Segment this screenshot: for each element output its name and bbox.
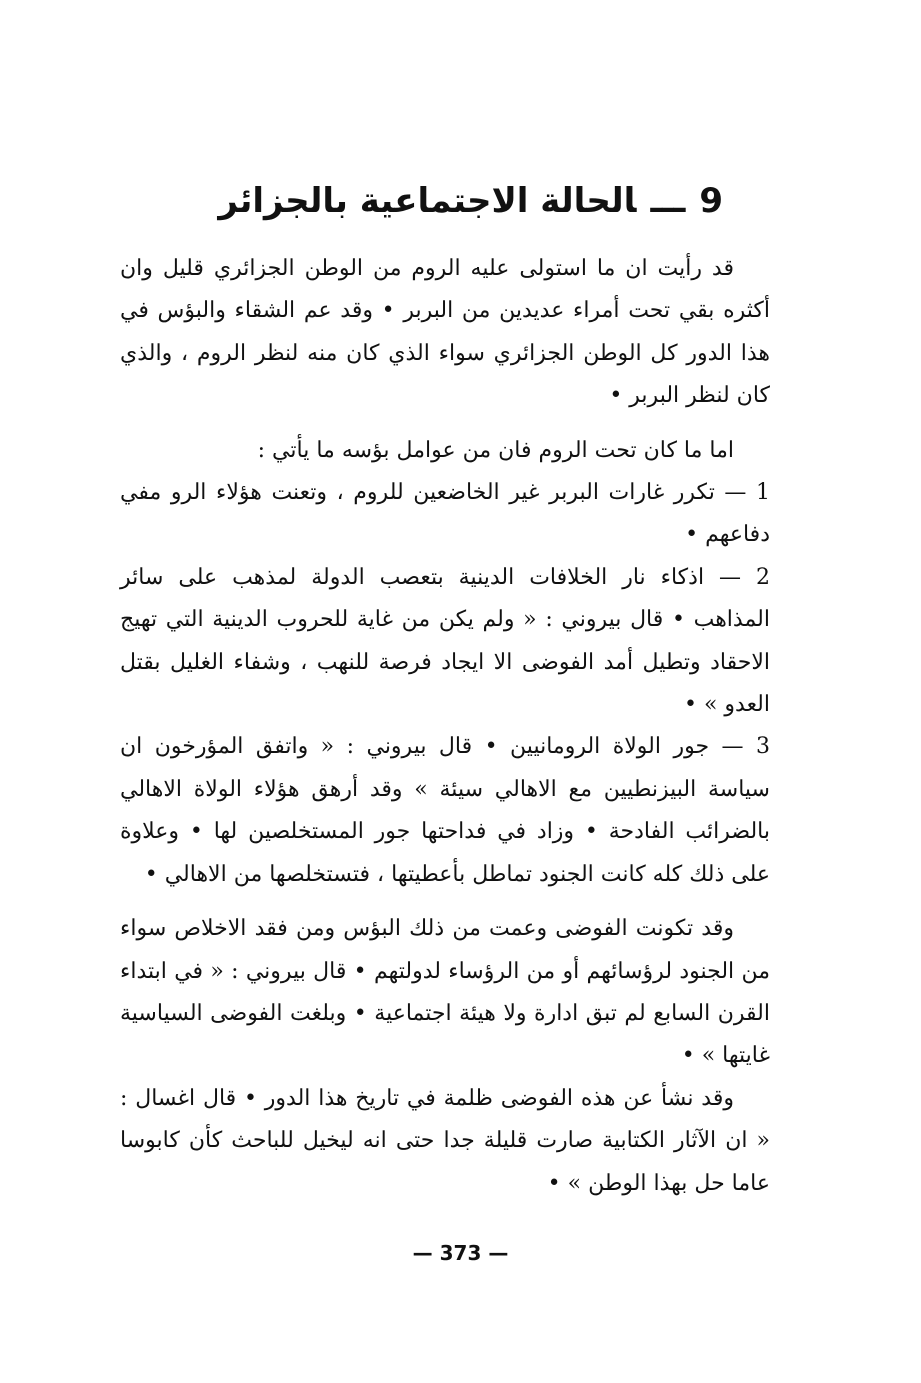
section-number: 9 xyxy=(699,181,723,221)
paragraph-cause-1: 1 — تكرر غارات البربر غير الخاضعين للروم ، وتعنت هؤلاء الرو مفي دفاعهم • xyxy=(120,480,770,548)
paragraph-darkness: وقد نشأ عن هذه الفوضى ظلمة في تاريخ هذا الدور • قال اغسال : « ان الآثار الكتابية صارت قليلة جدا حتى انه ليخيل للباحث كأن كابوسا عاما حل بهذا الوطن » • xyxy=(120,1085,770,1196)
paragraph-intro: قد رأيت ان ما استولى عليه الروم من الوطن الجزائري قليل وان أكثره بقي تحت أمراء عديدين من البربر • وقد عم الشقاء والبؤس في هذا الدور كل الوطن الجزائري سواء الذي كان منه لنظر الروم ، والذي كان لنظر البربر • xyxy=(120,256,770,409)
body-text xyxy=(120,248,770,1205)
paragraph-cause-3: 3 — جور الولاة الرومانيين • قال بيروني : « واتفق المؤرخون ان سياسة البيزنطيين مع الاهالي سيئة » وقد أرهق هؤلاء الولاة الاهالي بالضرائب الفادحة • وزاد في فداحتها جور المستخلصين لها • وعلاوة على ذلك كله كانت الجنود تماطل بأعطيتها ، فتستخلصها من الاهالي • xyxy=(120,734,770,887)
paragraph-causes-lead: اما ما كان تحت الروم فان من عوامل بؤسه ما يأتي : xyxy=(257,437,734,463)
section-title: الحالة الاجتماعية بالجزائر xyxy=(218,181,637,221)
section-heading xyxy=(218,176,723,226)
paragraph-cause-2: 2 — اذكاء نار الخلافات الدينية بتعصب الدولة لمذهب على سائر المذاهب • قال بيروني : « ولم يكن من غاية للحروب الدينية التي تهيج الاحقاد وتطيل أمد الفوضى الا ايجاد فرصة للنهب ، وشفاء الغليل بقتل العدو » • xyxy=(120,564,770,718)
page-number: — 373 — xyxy=(412,1241,509,1265)
paragraph-chaos: وقد تكونت الفوضى وعمت من ذلك البؤس ومن فقد الاخلاص سواء من الجنود لرؤسائهم أو من الرؤساء لدولتهم • قال بيروني : « في ابتداء القرن السابع لم تبق ادارة ولا هيئة اجتماعية • وبلغت الفوضى السياسية غايتها » • xyxy=(120,916,770,1069)
section-dash: ـــ xyxy=(650,181,686,221)
